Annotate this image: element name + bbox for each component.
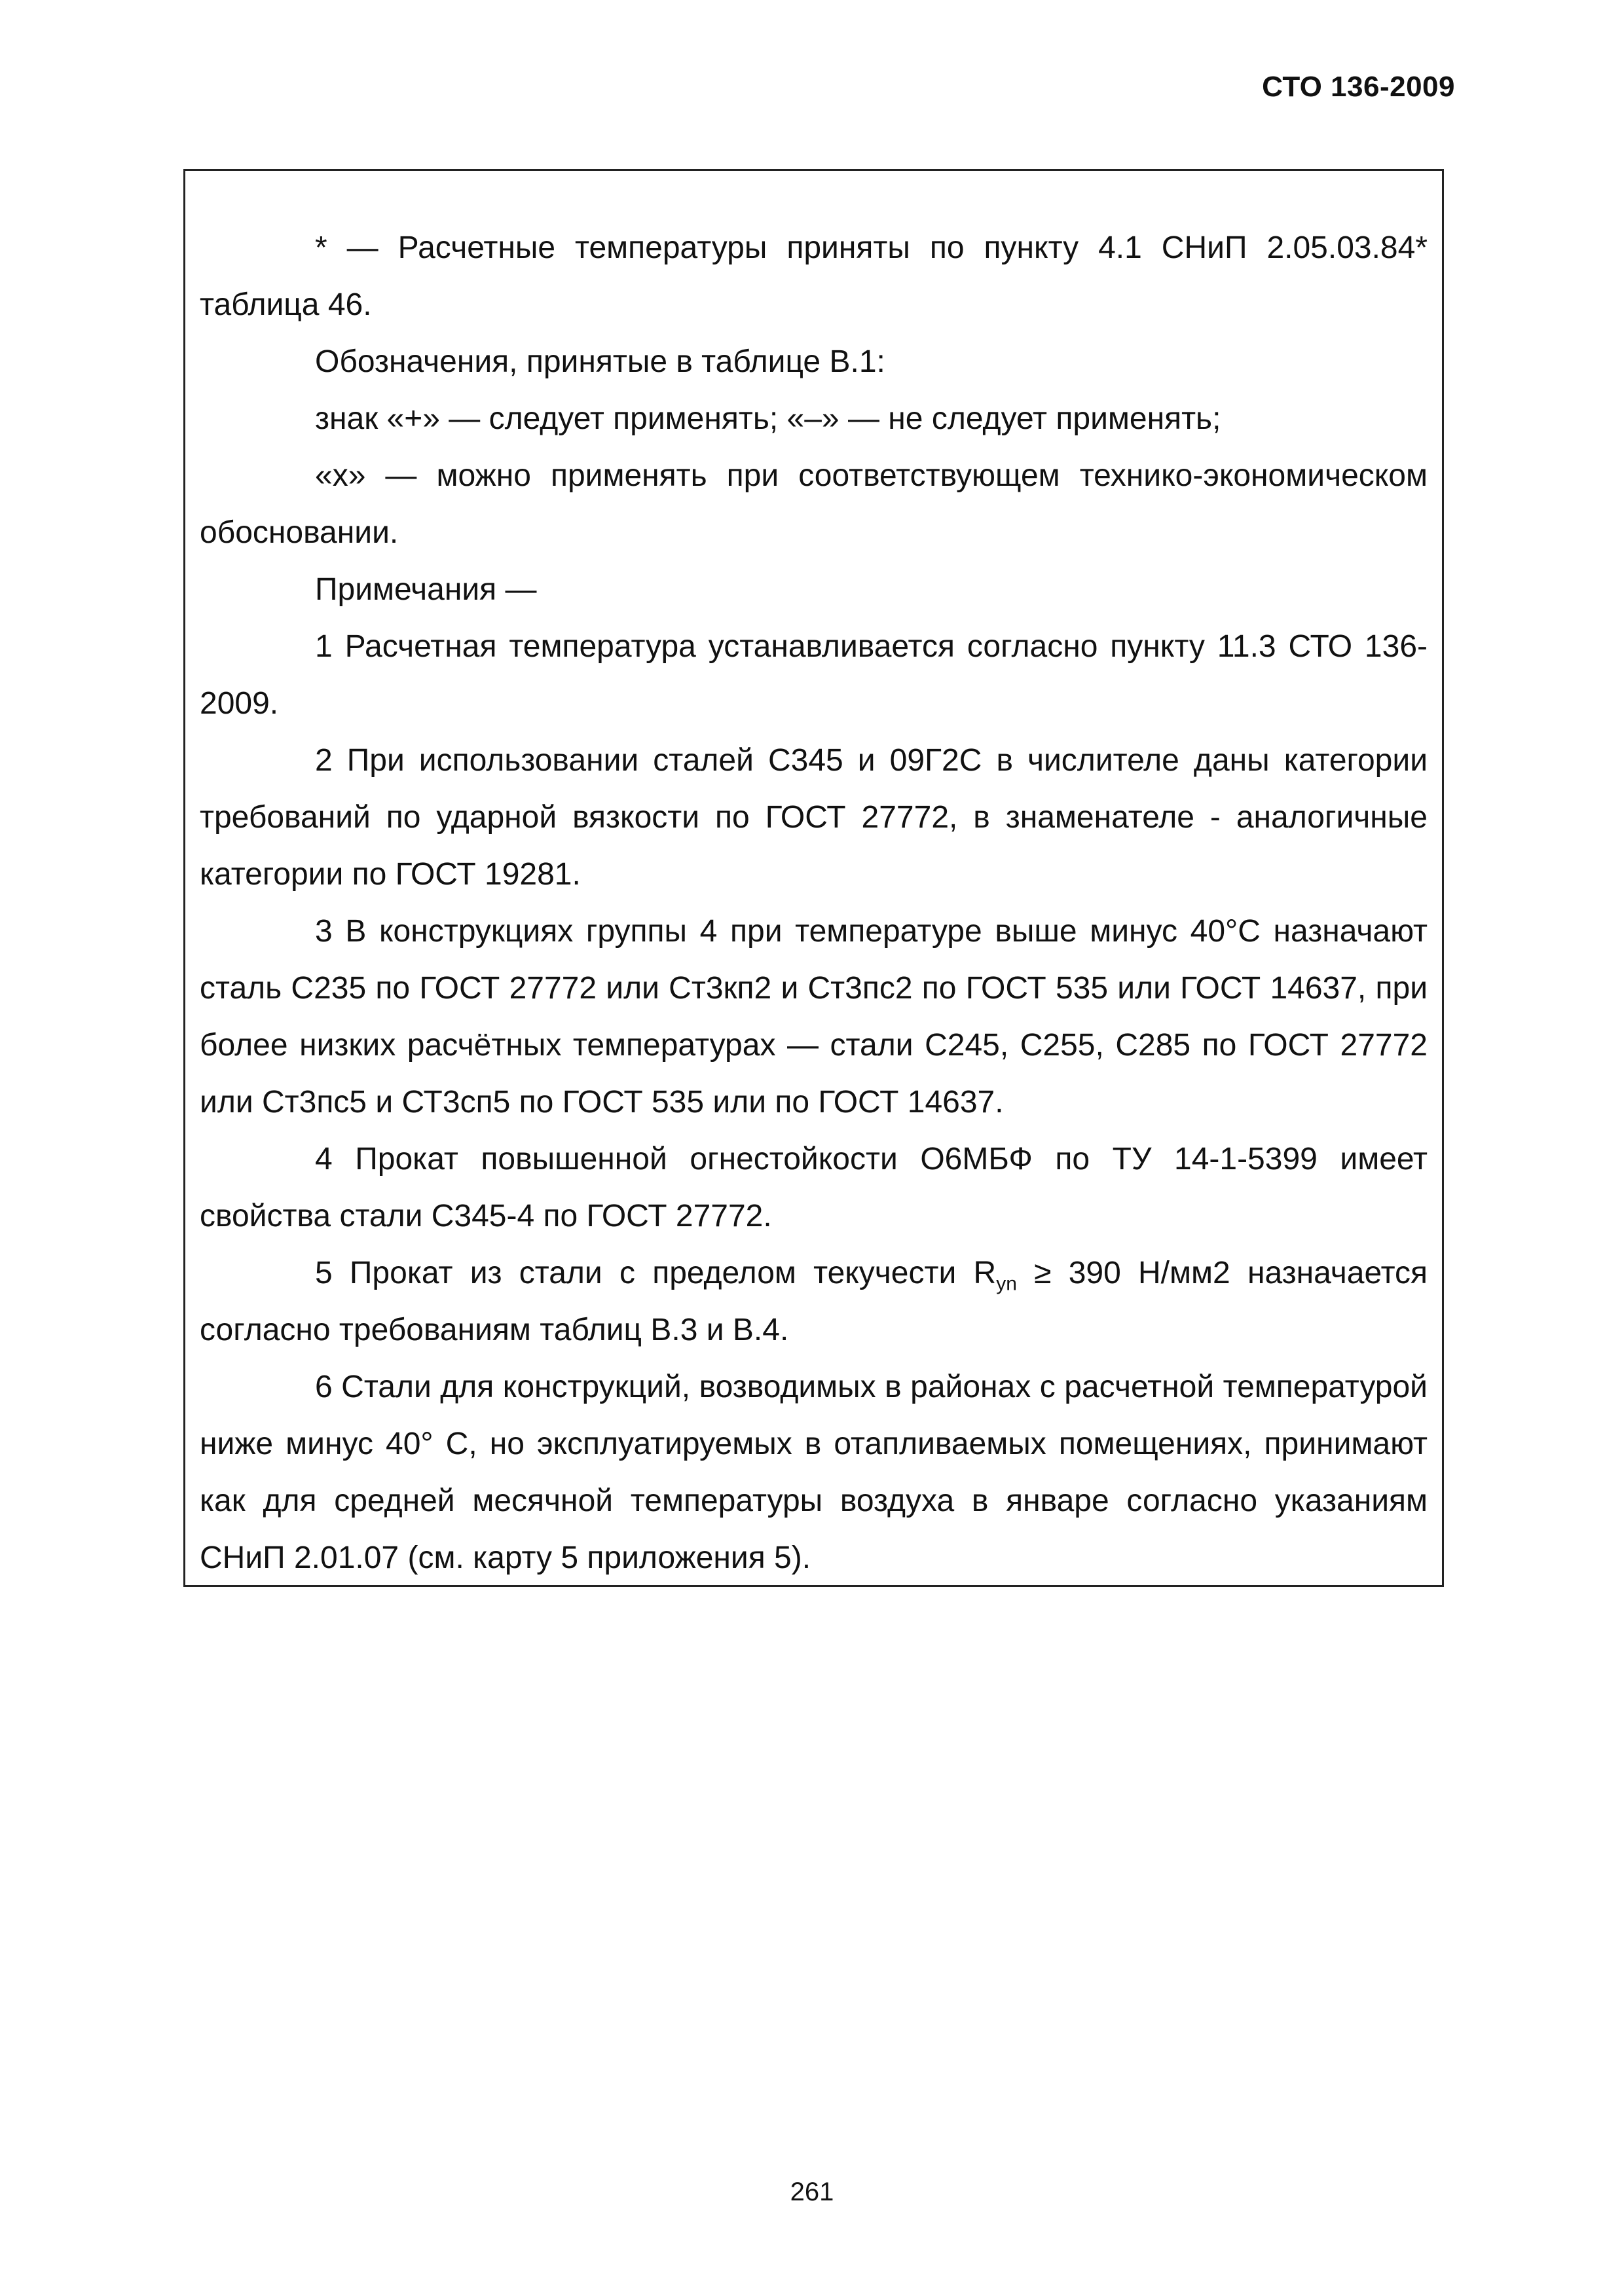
note-2: 2 При использовании сталей С345 и 09Г2С в числителе даны категории требований по ударной вязкости по ГОСТ 27772, в знаменателе - аналогичные категории по ГОСТ 19281. <box>200 743 1428 892</box>
legend-x: «х» — можно применять при соответствующем технико-экономическом обосновании. <box>200 458 1428 550</box>
legend-heading: Обозначения, принятые в таблице В.1: <box>315 344 885 379</box>
note-5-text-start: 5 Прокат из стали с пределом текучести R <box>315 1256 997 1290</box>
note-5 <box>200 1245 1428 1358</box>
legend-plus-minus: знак «+» — следует применять; «–» — не следует применять; <box>315 401 1221 436</box>
page-number: 261 <box>790 2178 834 2206</box>
note-6: 6 Стали для конструкций, возводимых в районах с расчетной температурой ниже минус 40° С, но эксплуатируемых в отапливаемых помещениях, принимают как для средней месячной температуры воздуха в январе согласно указаниям СНиП 2.01.07 (см. карту 5 приложения 5). <box>200 1370 1428 1575</box>
footnote-temperatures: * — Расчетные температуры приняты по пункту 4.1 СНиП 2.05.03.84* таблица 46. <box>200 230 1428 322</box>
notes-content <box>200 219 1428 1586</box>
notes-heading: Примечания — <box>315 572 537 607</box>
note-5-subscript: yn <box>996 1273 1017 1295</box>
document-code: СТО 136-2009 <box>1262 71 1455 103</box>
note-3: 3 В конструкциях группы 4 при температуре выше минус 40°С назначают сталь С235 по ГОСТ 27772 или Ст3кп2 и Ст3пс2 по ГОСТ 535 или ГОСТ 14637, при более низких расчётных температурах — стали С245, С255, С285 по ГОСТ 27772 или Ст3пс5 и СТ3сп5 по ГОСТ 535 или по ГОСТ 14637. <box>200 914 1428 1120</box>
note-4: 4 Прокат повышенной огнестойкости О6МБФ по ТУ 14-1-5399 имеет свойства стали С345-4 по ГОСТ 27772. <box>200 1142 1428 1233</box>
note-5-text-end: ≥ 390 Н/мм2 назначается согласно требованиям таблиц В.3 и В.4. <box>200 1256 1428 1347</box>
notes-frame <box>183 169 1444 1587</box>
note-1: 1 Расчетная температура устанавливается согласно пункту 11.3 СТО 136-2009. <box>200 629 1428 721</box>
